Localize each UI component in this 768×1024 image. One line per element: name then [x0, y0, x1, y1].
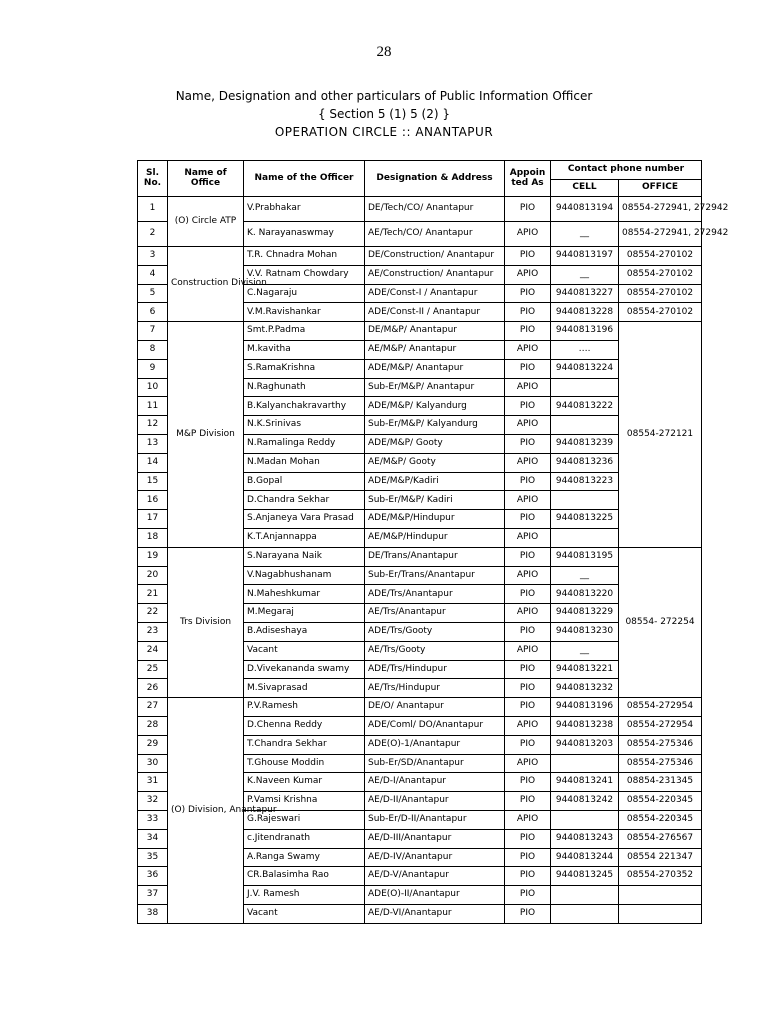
designation-cell: ADE/M&P/ Anantapur — [365, 359, 505, 378]
header-appointed-as: Appoin ted As — [505, 161, 551, 197]
appointed-as-cell: APIO — [505, 604, 551, 623]
officer-name-cell: CR.Balasimha Rao — [244, 867, 365, 886]
appointed-as-cell: PIO — [505, 472, 551, 491]
officer-name-cell: T.R. Chnadra Mohan — [244, 247, 365, 266]
officer-name-cell: N.Madan Mohan — [244, 453, 365, 472]
cell-phone-cell: 9440813203 — [551, 735, 619, 754]
officer-name-cell: V.Nagabhushanam — [244, 566, 365, 585]
cell-phone-cell: 9440813224 — [551, 359, 619, 378]
table-row — [138, 197, 702, 222]
designation-cell: AE/Construction/ Anantapur — [365, 265, 505, 284]
office-name-cell: M&P Division — [168, 322, 244, 548]
appointed-as-cell: PIO — [505, 679, 551, 698]
officer-name-cell: K.T.Anjannappa — [244, 528, 365, 547]
sl-no-cell: 20 — [138, 566, 168, 585]
cell-phone-cell: 9440813236 — [551, 453, 619, 472]
sl-no-cell: 13 — [138, 434, 168, 453]
cell-phone-cell — [551, 904, 619, 923]
cell-phone-cell — [551, 416, 619, 435]
appointed-as-cell: PIO — [505, 247, 551, 266]
office-phone-cell: 08554-220345 — [619, 792, 702, 811]
sl-no-cell: 8 — [138, 340, 168, 359]
sl-no-cell: 11 — [138, 397, 168, 416]
designation-cell: ADE/Trs/Hindupur — [365, 660, 505, 679]
cell-phone-cell: 9440813195 — [551, 547, 619, 566]
cell-phone-cell — [551, 528, 619, 547]
sl-no-cell: 30 — [138, 754, 168, 773]
office-phone-cell: 08554-270102 — [619, 284, 702, 303]
sl-no-cell: 37 — [138, 886, 168, 905]
cell-phone-cell: __ — [551, 566, 619, 585]
appointed-as-cell: PIO — [505, 735, 551, 754]
officer-name-cell: D.Vivekananda swamy — [244, 660, 365, 679]
appointed-as-cell: APIO — [505, 416, 551, 435]
cell-phone-cell — [551, 378, 619, 397]
table-row — [138, 698, 702, 717]
header-cell: CELL — [551, 180, 619, 197]
sl-no-cell: 12 — [138, 416, 168, 435]
appointed-as-cell: APIO — [505, 378, 551, 397]
header-office-phone: OFFICE — [619, 180, 702, 197]
designation-cell: ADE/Trs/Gooty — [365, 622, 505, 641]
officer-name-cell: V.M.Ravishankar — [244, 303, 365, 322]
sl-no-cell: 9 — [138, 359, 168, 378]
designation-cell: ADE/M&P/Hindupur — [365, 510, 505, 529]
sl-no-cell: 17 — [138, 510, 168, 529]
officer-name-cell: T.Ghouse Moddin — [244, 754, 365, 773]
sl-no-cell: 26 — [138, 679, 168, 698]
section-reference: { Section 5 (1) 5 (2) } — [317, 107, 450, 121]
circle-heading: OPERATION CIRCLE :: ANANTAPUR — [274, 125, 494, 139]
cell-phone-cell: 9440813194 — [551, 197, 619, 222]
designation-cell: Sub-Er/M&P/ Kadiri — [365, 491, 505, 510]
designation-cell: DE/Tech/CO/ Anantapur — [365, 197, 505, 222]
table-row — [138, 322, 702, 341]
sl-no-cell: 18 — [138, 528, 168, 547]
appointed-as-cell: APIO — [505, 491, 551, 510]
appointed-as-cell: PIO — [505, 698, 551, 717]
office-name-cell: (O) Division, Anantapur — [168, 698, 244, 924]
office-phone-cell: 08554- 272254 — [619, 547, 702, 697]
office-phone-cell: 08554-270102 — [619, 303, 702, 322]
designation-cell: AE/D-IV/Anantapur — [365, 848, 505, 867]
appointed-as-cell: PIO — [505, 904, 551, 923]
appointed-as-cell: PIO — [505, 773, 551, 792]
designation-cell: AE/Trs/Anantapur — [365, 604, 505, 623]
officer-name-cell: N.Ramalinga Reddy — [244, 434, 365, 453]
officer-name-cell: D.Chandra Sekhar — [244, 491, 365, 510]
officer-name-cell: K.Naveen Kumar — [244, 773, 365, 792]
office-phone-cell: 08554-276567 — [619, 829, 702, 848]
cell-phone-cell: 9440813244 — [551, 848, 619, 867]
pio-table-body — [138, 197, 729, 924]
header-name-of-officer: Name of the Officer — [244, 161, 365, 197]
cell-phone-cell: __ — [551, 641, 619, 660]
office-phone-cell — [619, 886, 702, 905]
office-name-cell: Construction Division — [168, 247, 244, 322]
office-phone-cell — [619, 904, 702, 923]
cell-phone-cell: __ — [551, 222, 619, 247]
officer-name-cell: c.Jitendranath — [244, 829, 365, 848]
cell-phone-cell: 9440813227 — [551, 284, 619, 303]
appointed-as-cell: PIO — [505, 867, 551, 886]
cell-phone-cell: 9440813232 — [551, 679, 619, 698]
officer-name-cell: T.Chandra Sekhar — [244, 735, 365, 754]
cell-phone-cell: __ — [551, 265, 619, 284]
designation-cell: ADE/M&P/ Kalyandurg — [365, 397, 505, 416]
sl-no-cell: 16 — [138, 491, 168, 510]
sl-no-cell: 4 — [138, 265, 168, 284]
appointed-as-cell: APIO — [505, 265, 551, 284]
cell-phone-cell — [551, 886, 619, 905]
sl-no-cell: 23 — [138, 622, 168, 641]
officer-name-cell: B.Gopal — [244, 472, 365, 491]
appointed-as-cell: PIO — [505, 886, 551, 905]
officer-name-cell: J.V. Ramesh — [244, 886, 365, 905]
appointed-as-cell: PIO — [505, 303, 551, 322]
sl-no-cell: 25 — [138, 660, 168, 679]
designation-cell: ADE/Trs/Anantapur — [365, 585, 505, 604]
office-phone-cell: 08854-231345 — [619, 773, 702, 792]
sl-no-cell: 24 — [138, 641, 168, 660]
officer-name-cell: A.Ranga Swamy — [244, 848, 365, 867]
appointed-as-cell: APIO — [505, 641, 551, 660]
appointed-as-cell: APIO — [505, 566, 551, 585]
appointed-as-cell: PIO — [505, 510, 551, 529]
cell-phone-cell: 9440813196 — [551, 698, 619, 717]
officer-name-cell: B.Adiseshaya — [244, 622, 365, 641]
office-phone-cell: 08554-275346 — [619, 735, 702, 754]
appointed-as-cell: APIO — [505, 340, 551, 359]
designation-cell: AE/D-III/Anantapur — [365, 829, 505, 848]
designation-cell: AE/Trs/Hindupur — [365, 679, 505, 698]
appointed-as-cell: PIO — [505, 792, 551, 811]
cell-phone-cell — [551, 754, 619, 773]
sl-no-cell: 33 — [138, 810, 168, 829]
office-phone-cell: 08554 221347 — [619, 848, 702, 867]
officer-name-cell: S.Narayana Naik — [244, 547, 365, 566]
designation-cell: AE/D-II/Anantapur — [365, 792, 505, 811]
appointed-as-cell: PIO — [505, 197, 551, 222]
designation-cell: ADE/Const-II / Anantapur — [365, 303, 505, 322]
designation-cell: ADE(O)-II/Anantapur — [365, 886, 505, 905]
appointed-as-cell: PIO — [505, 660, 551, 679]
officer-name-cell: Smt.P.Padma — [244, 322, 365, 341]
officer-name-cell: M.Sivaprasad — [244, 679, 365, 698]
sl-no-cell: 31 — [138, 773, 168, 792]
appointed-as-cell: APIO — [505, 716, 551, 735]
cell-phone-cell: 9440813221 — [551, 660, 619, 679]
cell-phone-cell: 9440813225 — [551, 510, 619, 529]
office-phone-cell: 08554-275346 — [619, 754, 702, 773]
appointed-as-cell: APIO — [505, 810, 551, 829]
header-contact-phone: Contact phone number — [551, 161, 702, 180]
officer-name-cell: P.V.Ramesh — [244, 698, 365, 717]
designation-cell: ADE/Coml/ DO/Anantapur — [365, 716, 505, 735]
office-phone-cell: 08554-272941, 272942 — [619, 222, 702, 247]
appointed-as-cell: PIO — [505, 585, 551, 604]
sl-no-cell: 10 — [138, 378, 168, 397]
sl-no-cell: 36 — [138, 867, 168, 886]
header-designation-address: Designation & Address — [365, 161, 505, 197]
designation-cell: AE/M&P/ Gooty — [365, 453, 505, 472]
designation-cell: Sub-Er/M&P/ Kalyandurg — [365, 416, 505, 435]
sl-no-cell: 22 — [138, 604, 168, 623]
table-row — [138, 547, 702, 566]
designation-cell: DE/Trans/Anantapur — [365, 547, 505, 566]
officer-name-cell: Vacant — [244, 641, 365, 660]
cell-phone-cell: 9440813196 — [551, 322, 619, 341]
sl-no-cell: 28 — [138, 716, 168, 735]
office-phone-cell: 08554-272954 — [619, 698, 702, 717]
appointed-as-cell: PIO — [505, 622, 551, 641]
designation-cell: DE/O/ Anantapur — [365, 698, 505, 717]
designation-cell: DE/Construction/ Anantapur — [365, 247, 505, 266]
cell-phone-cell: 9440813245 — [551, 867, 619, 886]
officer-name-cell: V.Prabhakar — [244, 197, 365, 222]
designation-cell: Sub-Er/SD/Anantapur — [365, 754, 505, 773]
officer-name-cell: S.Anjaneya Vara Prasad — [244, 510, 365, 529]
cell-phone-cell: 9440813238 — [551, 716, 619, 735]
appointed-as-cell: PIO — [505, 547, 551, 566]
table-row — [138, 247, 702, 266]
cell-phone-cell — [551, 810, 619, 829]
officer-name-cell: N.Raghunath — [244, 378, 365, 397]
designation-cell: Sub-Er/D-II/Anantapur — [365, 810, 505, 829]
cell-phone-cell: 9440813230 — [551, 622, 619, 641]
cell-phone-cell: 9440813229 — [551, 604, 619, 623]
designation-cell: DE/M&P/ Anantapur — [365, 322, 505, 341]
office-name-cell: Trs Division — [168, 547, 244, 697]
designation-cell: ADE/M&P/Kadiri — [365, 472, 505, 491]
sl-no-cell: 1 — [138, 197, 168, 222]
document-title: Name, Designation and other particulars of Public Information Officer — [175, 89, 593, 103]
sl-no-cell: 14 — [138, 453, 168, 472]
cell-phone-cell: 9440813220 — [551, 585, 619, 604]
sl-no-cell: 3 — [138, 247, 168, 266]
appointed-as-cell: PIO — [505, 397, 551, 416]
appointed-as-cell: PIO — [505, 434, 551, 453]
cell-phone-cell: 9440813228 — [551, 303, 619, 322]
officer-name-cell: B.Kalyanchakravarthy — [244, 397, 365, 416]
officer-name-cell: C.Nagaraju — [244, 284, 365, 303]
officer-name-cell: M.kavitha — [244, 340, 365, 359]
appointed-as-cell: APIO — [505, 528, 551, 547]
officer-name-cell: P.Vamsi Krishna — [244, 792, 365, 811]
sl-no-cell: 35 — [138, 848, 168, 867]
designation-cell: AE/M&P/Hindupur — [365, 528, 505, 547]
cell-phone-cell: 9440813197 — [551, 247, 619, 266]
designation-cell: AE/Trs/Gooty — [365, 641, 505, 660]
officer-name-cell: D.Chenna Reddy — [244, 716, 365, 735]
officer-name-cell: M.Megaraj — [244, 604, 365, 623]
sl-no-cell: 27 — [138, 698, 168, 717]
sl-no-cell: 15 — [138, 472, 168, 491]
designation-cell: ADE/Const-I / Anantapur — [365, 284, 505, 303]
office-phone-cell: 08554-220345 — [619, 810, 702, 829]
officer-name-cell: N.K.Srinivas — [244, 416, 365, 435]
officer-name-cell: S.RamaKrishna — [244, 359, 365, 378]
header-name-of-office: Name of Office — [168, 161, 244, 197]
sl-no-cell: 29 — [138, 735, 168, 754]
cell-phone-cell: 9440813241 — [551, 773, 619, 792]
sl-no-cell: 2 — [138, 222, 168, 247]
office-phone-cell: 08554-270102 — [619, 247, 702, 266]
header-sl-no: Sl. No. — [138, 161, 168, 197]
designation-cell: ADE(O)-1/Anantapur — [365, 735, 505, 754]
office-name-cell: (O) Circle ATP — [168, 197, 244, 247]
appointed-as-cell: PIO — [505, 829, 551, 848]
office-phone-cell: 08554-272941, 272942 — [619, 197, 702, 222]
sl-no-cell: 19 — [138, 547, 168, 566]
sl-no-cell: 38 — [138, 904, 168, 923]
designation-cell: AE/D-VI/Anantapur — [365, 904, 505, 923]
officer-name-cell: G.Rajeswari — [244, 810, 365, 829]
sl-no-cell: 6 — [138, 303, 168, 322]
designation-cell: AE/M&P/ Anantapur — [365, 340, 505, 359]
appointed-as-cell: PIO — [505, 848, 551, 867]
appointed-as-cell: PIO — [505, 359, 551, 378]
designation-cell: Sub-Er/M&P/ Anantapur — [365, 378, 505, 397]
office-phone-cell: 08554-272121 — [619, 322, 702, 548]
appointed-as-cell: APIO — [505, 754, 551, 773]
sl-no-cell: 21 — [138, 585, 168, 604]
page-number: 28 — [376, 44, 392, 60]
cell-phone-cell: 9440813243 — [551, 829, 619, 848]
appointed-as-cell: APIO — [505, 453, 551, 472]
sl-no-cell: 34 — [138, 829, 168, 848]
cell-phone-cell: 9440813223 — [551, 472, 619, 491]
cell-phone-cell — [551, 491, 619, 510]
designation-cell: ADE/M&P/ Gooty — [365, 434, 505, 453]
office-phone-cell: 08554-270352 — [619, 867, 702, 886]
appointed-as-cell: PIO — [505, 322, 551, 341]
officer-name-cell: N.Maheshkumar — [244, 585, 365, 604]
sl-no-cell: 7 — [138, 322, 168, 341]
sl-no-cell: 5 — [138, 284, 168, 303]
designation-cell: AE/Tech/CO/ Anantapur — [365, 222, 505, 247]
cell-phone-cell: 9440813239 — [551, 434, 619, 453]
officer-name-cell: Vacant — [244, 904, 365, 923]
pio-table — [137, 160, 729, 924]
cell-phone-cell: …. — [551, 340, 619, 359]
designation-cell: AE/D-I/Anantapur — [365, 773, 505, 792]
appointed-as-cell: APIO — [505, 222, 551, 247]
cell-phone-cell: 9440813222 — [551, 397, 619, 416]
designation-cell: AE/D-V/Anantapur — [365, 867, 505, 886]
officer-name-cell: K. Narayanaswmay — [244, 222, 365, 247]
office-phone-cell: 08554-270102 — [619, 265, 702, 284]
officer-name-cell: V.V. Ratnam Chowdary — [244, 265, 365, 284]
sl-no-cell: 32 — [138, 792, 168, 811]
office-phone-cell: 08554-272954 — [619, 716, 702, 735]
appointed-as-cell: PIO — [505, 284, 551, 303]
designation-cell: Sub-Er/Trans/Anantapur — [365, 566, 505, 585]
cell-phone-cell: 9440813242 — [551, 792, 619, 811]
